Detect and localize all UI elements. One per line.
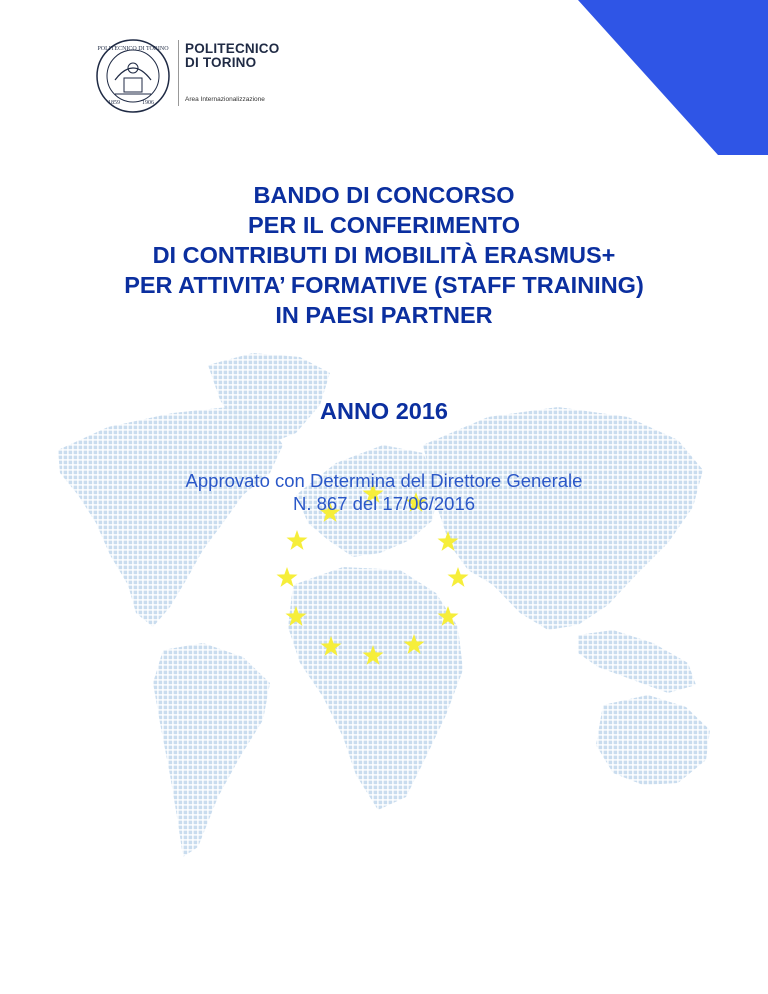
- title-line: PER IL CONFERIMENTO: [247, 212, 521, 238]
- university-name-line2: DI TORINO: [185, 55, 257, 70]
- title-line: BANDO DI CONCORSO: [253, 182, 515, 208]
- university-name: [185, 42, 279, 70]
- continent-north-america: [58, 407, 283, 627]
- eu-star: [287, 530, 308, 550]
- continent-australia: [596, 695, 710, 785]
- eu-star: [277, 567, 298, 587]
- eu-star: [448, 567, 469, 587]
- svg-text:POLITECNICO DI TORINO: POLITECNICO DI TORINO: [97, 46, 169, 52]
- continent-africa: [288, 567, 463, 810]
- continent-south-america: [153, 643, 270, 857]
- svg-text:1906: 1906: [142, 100, 154, 106]
- approval-text: [0, 469, 768, 515]
- continent-asia: [423, 407, 703, 630]
- university-seal-icon: [95, 38, 171, 114]
- svg-text:1859: 1859: [108, 100, 120, 106]
- approval-line2: N. 867 del 17/06/2016: [292, 493, 476, 514]
- document-title: [0, 180, 768, 330]
- university-name-line1: POLITECNICO: [185, 41, 280, 56]
- logo-divider: [178, 40, 179, 106]
- title-line: IN PAESI PARTNER: [275, 302, 493, 328]
- corner-decoration: [538, 0, 768, 155]
- title-line: PER ATTIVITA’ FORMATIVE (STAFF TRAINING): [124, 272, 644, 298]
- year-heading: ANNO 2016: [320, 398, 448, 424]
- title-line: DI CONTRIBUTI DI MOBILITÀ ERASMUS+: [152, 242, 616, 268]
- region-southeast-asia: [578, 630, 696, 693]
- department-name: Area Internazionalizzazione: [185, 96, 265, 103]
- approval-line1: Approvato con Determina del Direttore Generale: [185, 470, 583, 491]
